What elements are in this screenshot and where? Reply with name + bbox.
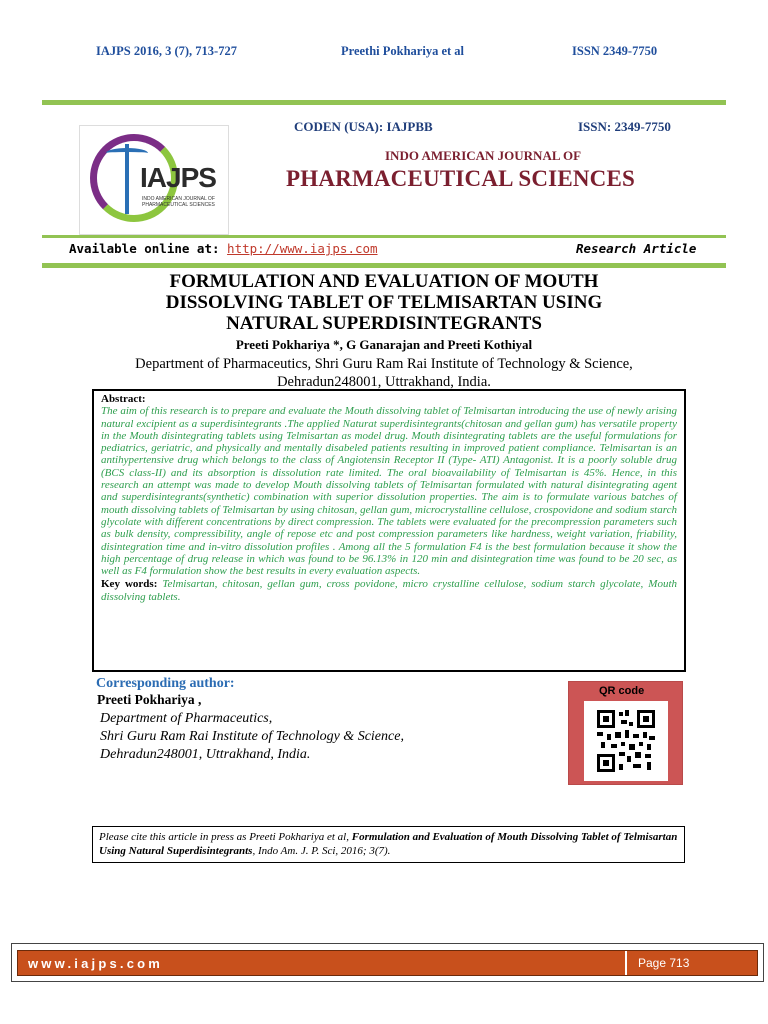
logo-text: IAJPS bbox=[140, 162, 216, 193]
address-line: Dehradun248001, Uttrakhand, India. bbox=[100, 747, 311, 762]
authors: Preeti Pokhariya *, G Ganarajan and Preeti Kothiyal bbox=[235, 337, 533, 352]
keywords bbox=[101, 578, 677, 603]
corresponding-author-heading: Corresponding author: bbox=[96, 676, 235, 691]
abstract-text: The aim of this research is to prepare and evaluate the Mouth dissolving tablet of Telmisartan introducing the use of newly arising natural excipient as a superdisintegrants .The applied Naturat superdisintegrants(chitosan and gellan gum) has versatile property in the Mouth disintegrating tablets using Telmisartan as model drug. Mouth disintegrating tablets are the useful formulations for pediatrics, geriatric, and physically and mentally disabeled patients resulting in improved patient compliance. Telmisartan is an antihypertensive drug which belongs to the class of Angiotensin Receptor II (Type- ATI) Antagonist. It is a poorly soluble drug (BCS class-II) and its absorption is dissolution rate limited. The oral bioavailability of Telmisartan is 45%. Hence, in this research an attempt was made to develop Mouth dissolving tablets of Telmisartan formulated with natural disintegrating agent and superdisintegrants(synthetic) combination with superior dissolution properties. The aim is to formulate various batches of mouth dissolving tablets of Telmisartan by using chitosan, gellan gum, microcrystalline cellulose, crospovidone and sodium starch glycolate with different concentrations by direct compression. The tablets were evaluated for the precompression parameters such as bulk density, compressibility, angle of repose etc and post compression parameters like hardness, weight variation, friability, disintegration time and in-vitro dissolution profiles . Among all the 5 formulation F4 is the best formulation because it show the high percentage of drug release in which was found to be 96.13% in 120 min and disintegration time was found to be 20 sec, as well as F4 formulation show the best results in every evaluation aspects. bbox=[101, 405, 677, 578]
qr-code-graphic bbox=[597, 710, 655, 772]
coden: CODEN (USA): IAJPBB bbox=[294, 119, 433, 134]
corresponding-author-name: Preeti Pokhariya , bbox=[97, 692, 202, 707]
journal-title: PHARMACEUTICAL SCIENCES bbox=[286, 166, 636, 191]
corresponding-author-address bbox=[100, 710, 404, 764]
header-author-ref: Preethi Pokhariya et al bbox=[341, 44, 465, 58]
cite-prefix: Please cite this article in press as Preeti Pokhariya et al, bbox=[99, 831, 352, 843]
top-rule bbox=[42, 100, 726, 105]
journal-logo bbox=[79, 125, 229, 235]
masthead-rule bbox=[42, 235, 726, 238]
caduceus-staff-icon bbox=[125, 144, 129, 214]
logo-subtitle: INDO AMERICAN JOURNAL OF PHARMACEUTICAL SCIENCES bbox=[142, 196, 215, 208]
abstract-heading: Abstract: bbox=[101, 393, 146, 405]
header-citation: IAJPS 2016, 3 (7), 713-727 bbox=[96, 44, 237, 58]
available-label: Available online at: bbox=[69, 241, 220, 256]
journal-subtitle: INDO AMERICAN JOURNAL OF bbox=[385, 148, 582, 163]
title-line: DISSOLVING TABLET OF TELMISARTAN USING bbox=[165, 292, 603, 313]
cite-title: Formulation and Evaluation of Mouth Dissolving Tablet of Telmisartan Using Natural Superdisintegrants bbox=[99, 831, 678, 857]
qr-code-panel bbox=[568, 681, 683, 785]
abstract-box bbox=[92, 389, 686, 672]
title-line: NATURAL SUPERDISINTEGRANTS bbox=[226, 313, 542, 334]
footer-bar bbox=[17, 950, 758, 976]
qr-code-icon[interactable] bbox=[584, 701, 668, 781]
affiliation bbox=[0, 355, 768, 391]
masthead-issn: ISSN: 2349-7750 bbox=[578, 119, 671, 134]
address-line: Department of Pharmaceutics, bbox=[100, 711, 273, 726]
keywords-label: Key words: bbox=[101, 578, 158, 591]
footer-url-link[interactable]: www.iajps.com bbox=[28, 956, 164, 971]
citation-box bbox=[92, 826, 685, 863]
page-number: Page 713 bbox=[638, 956, 690, 970]
address-line: Shri Guru Ram Rai Institute of Technology & Science, bbox=[100, 729, 404, 744]
article-title bbox=[0, 271, 768, 334]
affiliation-line: Dehradun248001, Uttrakhand, India. bbox=[277, 374, 491, 390]
footer-divider bbox=[625, 951, 627, 975]
title-rule bbox=[42, 263, 726, 268]
qr-label: QR code bbox=[599, 685, 645, 697]
keywords-text: Telmisartan, chitosan, gellan gum, cross povidone, micro crystalline cellulose, sodium starch glycolate, Mouth dissolving tablets. bbox=[101, 578, 678, 603]
header-issn: ISSN 2349-7750 bbox=[572, 44, 658, 58]
availability-line bbox=[69, 241, 378, 256]
title-line: FORMULATION AND EVALUATION OF MOUTH bbox=[169, 271, 599, 292]
affiliation-line: Department of Pharmaceutics, Shri Guru Ram Rai Institute of Technology & Science, bbox=[135, 356, 633, 372]
journal-url-link[interactable]: http://www.iajps.com bbox=[227, 241, 378, 256]
cite-suffix: , Indo Am. J. P. Sci, 2016; 3(7). bbox=[252, 845, 391, 857]
article-type: Research Article bbox=[576, 241, 697, 256]
